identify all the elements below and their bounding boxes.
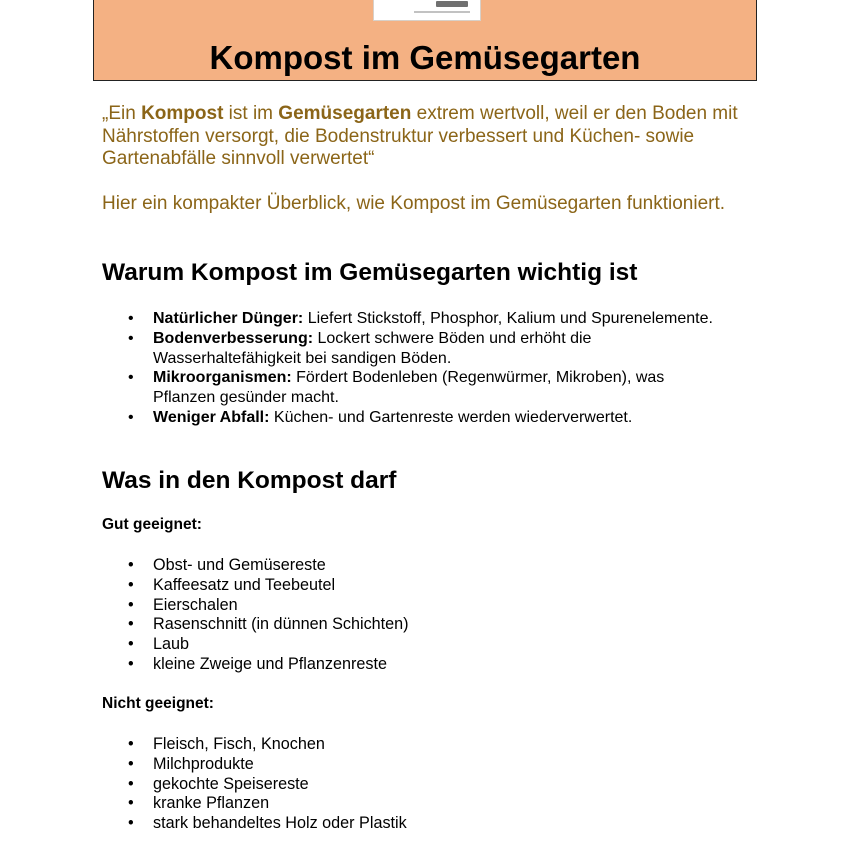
list-item-text: Küchen- und Gartenreste werden wiederverwertet. (269, 408, 633, 426)
list-item (102, 615, 409, 635)
bad-list (102, 735, 407, 834)
logo-image (373, 0, 481, 21)
list-item (102, 368, 722, 408)
bullet-icon: • (128, 408, 134, 426)
bullet-icon: • (128, 310, 134, 327)
section-heading-why: Warum Kompost im Gemüsegarten wichtig ist (102, 259, 638, 286)
list-item (102, 576, 409, 596)
why-list (102, 309, 722, 428)
logo-tagline (414, 11, 470, 13)
list-item-text: kranke Pflanzen (153, 794, 270, 813)
quote-segment: extrem wertvoll, weil er den Boden mit Nährstoffen versorgt, die Bodenstruktur verbessert und Küchen- sowie Gartenabfälle sinnvoll verwertet“ (102, 103, 738, 169)
list-item (102, 635, 409, 655)
list-item (102, 556, 409, 576)
list-item (102, 775, 407, 795)
bullet-icon: • (128, 814, 134, 833)
bullet-icon: • (128, 635, 134, 654)
list-item (102, 755, 407, 775)
list-item (102, 794, 407, 814)
list-item-text: Rasenschnitt (in dünnen Schichten) (153, 615, 409, 634)
bullet-icon: • (128, 794, 134, 813)
section-heading-what: Was in den Kompost darf (102, 467, 397, 494)
quote-keyword-kompost: Kompost (141, 103, 224, 124)
page-title: Kompost im Gemüsegarten (209, 39, 641, 76)
quote-segment: „Ein (102, 103, 142, 124)
good-list (102, 556, 409, 675)
bullet-icon: • (128, 556, 134, 574)
bullet-icon: • (128, 774, 134, 793)
intro-overview: Hier ein kompakter Überblick, wie Kompost im Gemüsegarten funktioniert. (102, 192, 726, 214)
bullet-icon: • (128, 595, 134, 614)
list-item (102, 329, 722, 369)
good-label: Gut geeignet: (102, 516, 202, 533)
bullet-icon: • (128, 329, 134, 347)
quote-keyword-gemuesegarten: Gemüsegarten (278, 103, 412, 124)
list-item (102, 735, 407, 755)
bullet-icon: • (128, 369, 134, 387)
list-item-text: Laub (153, 635, 190, 654)
list-item (102, 408, 722, 428)
title-banner (93, 0, 757, 81)
list-item (102, 596, 409, 616)
bullet-icon: • (128, 615, 134, 634)
bullet-icon: • (128, 754, 134, 773)
bullet-icon: • (128, 735, 134, 753)
list-item-term: Bodenverbesserung: (153, 329, 314, 347)
list-item-text: Fördert Bodenleben (Regenwürmer, Mikroben), was Pflanzen gesünder macht. (153, 369, 665, 407)
bad-label: Nicht geeignet: (102, 695, 214, 712)
list-item-text: Kaffeesatz und Teebeutel (153, 575, 336, 594)
list-item-text: gekochte Speisereste (153, 774, 309, 793)
list-item-text: Eierschalen (153, 595, 238, 614)
bullet-icon: • (128, 575, 134, 594)
intro-quote (102, 103, 752, 171)
intro-block (102, 103, 752, 215)
list-item-text: Lockert schwere Böden und erhöht die Wasserhaltefähigkeit bei sandigen Böden. (153, 329, 592, 367)
list-item-term: Mikroorganismen: (153, 369, 292, 387)
list-item (102, 655, 409, 675)
list-item-text: Fleisch, Fisch, Knochen (153, 735, 325, 753)
bullet-icon: • (128, 654, 134, 673)
logo-wordmark (436, 1, 468, 7)
list-item-text: Liefert Stickstoff, Phosphor, Kalium und Spurenelemente. (303, 310, 713, 327)
quote-segment: ist im (223, 103, 279, 124)
list-item-text: kleine Zweige und Pflanzenreste (153, 654, 387, 673)
list-item-text: stark behandeltes Holz oder Plastik (153, 814, 407, 833)
list-item-term: Natürlicher Dünger: (153, 310, 304, 327)
list-item-text: Milchprodukte (153, 754, 254, 773)
list-item (102, 814, 407, 834)
list-item-text: Obst- und Gemüsereste (153, 556, 326, 574)
list-item (102, 309, 722, 329)
list-item-term: Weniger Abfall: (153, 408, 270, 426)
